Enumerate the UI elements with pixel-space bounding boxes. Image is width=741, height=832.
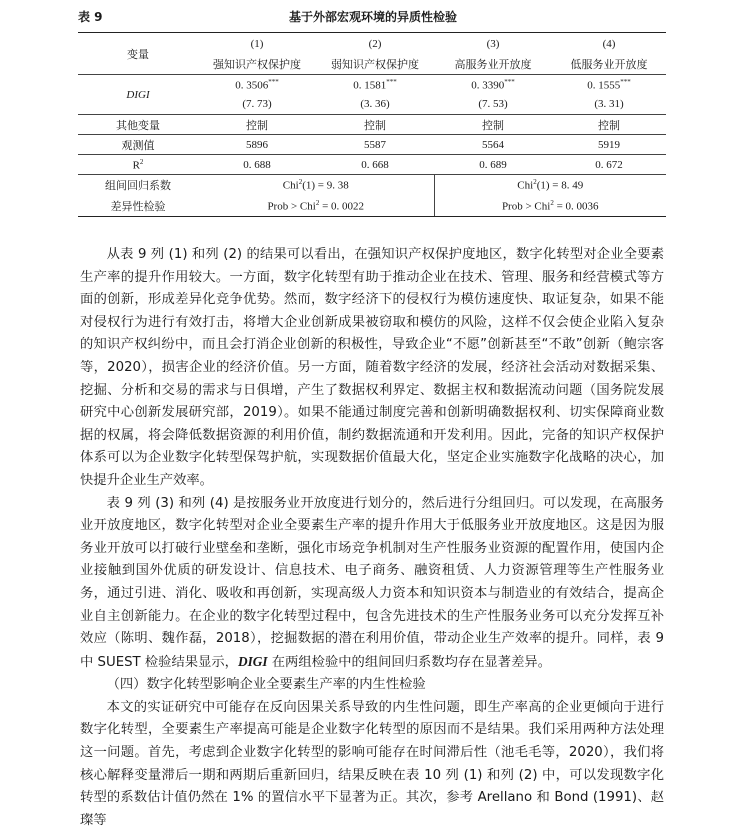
r2-sup: 2 — [139, 157, 144, 166]
chi-sup: 2 — [533, 178, 537, 187]
prob-sup: 2 — [550, 198, 554, 207]
r2-cell: 0. 668 — [316, 155, 434, 175]
prob-sup: 2 — [315, 198, 320, 207]
digi-label: DIGI — [78, 75, 198, 115]
col-name: 低服务业开放度 — [552, 55, 666, 75]
prob-text: Prob > Chi — [267, 200, 316, 213]
coef-cell — [552, 75, 666, 95]
r2-label-text: R — [132, 159, 140, 172]
r2-cell: 0. 672 — [552, 155, 666, 175]
table-label: 表 9 — [78, 10, 103, 24]
coef-cell — [198, 75, 316, 95]
chi-text: Chi — [282, 180, 299, 193]
chi-value: (1) = 8. 49 — [536, 180, 584, 193]
prob-text: Prob > Chi — [501, 200, 551, 213]
chi-value: (1) = 9. 38 — [302, 180, 349, 193]
coef-value: 0. 3390 — [471, 79, 505, 92]
coef-value: 0. 3506 — [235, 79, 269, 92]
body-text — [80, 244, 664, 832]
paragraph: 本文的实证研究中可能存在反向因果关系导致的内生性问题，即生产率高的企业更倾向于进行数字化转型，全要素生产率提高可能是企业数字化转型的原因而不是结果。我们采用两种方法处理这一问题。首先，考虑到企业数字化转型的影响可能存在时间滞后性（池毛毛等，2020），我们将核心解释变量滞后一期和两期后重新回归，结果反映在表 10 列 (1) 和列 (2) 中，可以发现数字化转型的系数估计值仍然在 1% 的置信水平下显著为正。其次，参考 Arellano 和 Bond (1991)、赵璨等 — [80, 699, 664, 828]
paragraph-text: 在两组检验中的组间回归系数均存在显著差异。 — [267, 654, 551, 670]
prob-value: = 0. 0036 — [553, 200, 599, 213]
obs-cell: 5564 — [434, 135, 552, 155]
col-name: 弱知识产权保护度 — [316, 55, 434, 75]
table-title: 基于外部宏观环境的异质性检验 — [288, 10, 457, 24]
significance-stars: *** — [386, 77, 397, 86]
coef-cell — [434, 75, 552, 95]
col-number: (2) — [316, 33, 434, 55]
t-stat: (7. 53) — [434, 95, 552, 115]
col-name: 高服务业开放度 — [434, 55, 552, 75]
variable-header: 变量 — [78, 33, 198, 75]
obs-cell: 5919 — [552, 135, 666, 155]
r2-cell: 0. 689 — [434, 155, 552, 175]
coef-cell — [316, 75, 434, 95]
controls-cell: 控制 — [434, 115, 552, 135]
coef-value: 0. 1581 — [353, 79, 387, 92]
chi-left — [198, 175, 434, 196]
controls-cell: 控制 — [316, 115, 434, 135]
paragraph-text: 表 9 列 (3) 和列 (4) 是按服务业开放度进行划分的，然后进行分组回归。可以发现，在高服务业开放度地区，数字化转型对企业全要素生产率的提升作用大于低服务业开放度地区。这是因为服务业开放可以打破行业壁垒和垄断，强化市场竞争机制对生产性服务业资源的配置作用，使国内企业接触到国外优质的研发设计、信息技术、电子商务、融资租赁、人力资源管理等生产性服务业务，通过引进、消化、吸收和再创新，实现高级人力资本和知识资本与制造业的有效结合，提高企业自主创新能力。在企业的数字化转型过程中，包含先进技术的生产性服务业务可以充分发挥互补效应（陈明、魏作磊，2018），挖掘数据的潜在利用价值，带动企业生产效率的提升。同样，表 9 中 SUEST 检验结果显示， — [80, 495, 664, 670]
controls-cell: 控制 — [198, 115, 316, 135]
prob-left — [198, 196, 434, 217]
t-stat: (3. 31) — [552, 95, 666, 115]
section-heading: （四）数字化转型影响企业全要素生产率的内生性检验 — [106, 677, 426, 693]
coef-value: 0. 1555 — [587, 79, 621, 92]
obs-cell: 5896 — [198, 135, 316, 155]
group-test-label-1: 组间回归系数 — [105, 179, 171, 193]
obs-cell: 5587 — [316, 135, 434, 155]
controls-cell: 控制 — [552, 115, 666, 135]
t-stat: (3. 36) — [316, 95, 434, 115]
paragraph — [80, 493, 664, 675]
col-number: (1) — [198, 33, 316, 55]
table-caption — [78, 8, 668, 28]
obs-label: 观测值 — [78, 135, 198, 155]
results-table — [78, 32, 666, 217]
group-test-label-2: 差异性检验 — [78, 196, 198, 217]
significance-stars: *** — [620, 77, 631, 86]
significance-stars: *** — [268, 77, 279, 86]
t-stat: (7. 73) — [198, 95, 316, 115]
paragraph: 从表 9 列 (1) 和列 (2) 的结果可以看出，在强知识产权保护度地区，数字化转型对企业全要素生产率的提升作用较大。一方面，数字化转型有助于推动企业在技术、管理、服务和经营模式等方面的创新，形成差异化竞争优势。然而，数字经济下的侵权行为模仿速度快、取证复杂，如果不能对侵权行为进行有效打击，将增大企业创新成果被窃取和模仿的风险，这样不仅会使企业陷入复杂的知识产权纠纷中，而且会打消企业创新的积极性，导致企业“不愿”创新甚至“不敢”创新（鲍宗客等，2020），损害企业的经济价值。另一方面，随着数字经济的发展，经济社会活动对数据采集、挖掘、分析和交易的需求与日俱增，产生了数据权利界定、数据主权和数据流动问题（国务院发展研究中心创新发展研究部，2019）。如果不能通过制度完善和创新明确数据权利、切实保障商业数据的权属，将会降低数据资源的利用价值，制约数据流通和开发利用。因此，完备的知识产权保护体系可以为企业数字化转型保驾护航，实现数据价值最大化，坚定企业实施数字化战略的决心，加快提升企业生产效率。 — [80, 247, 664, 488]
col-name: 强知识产权保护度 — [198, 55, 316, 75]
prob-value: = 0. 0022 — [319, 200, 365, 213]
prob-right — [434, 196, 666, 217]
chi-sup: 2 — [298, 178, 303, 187]
significance-stars: *** — [504, 77, 515, 86]
col-number: (3) — [434, 33, 552, 55]
controls-label: 其他变量 — [78, 115, 198, 135]
paragraph-italic: DIGI — [237, 653, 268, 669]
r2-cell: 0. 688 — [198, 155, 316, 175]
r2-label — [78, 155, 198, 175]
chi-right — [434, 175, 666, 196]
chi-text: Chi — [517, 180, 534, 193]
col-number: (4) — [552, 33, 666, 55]
